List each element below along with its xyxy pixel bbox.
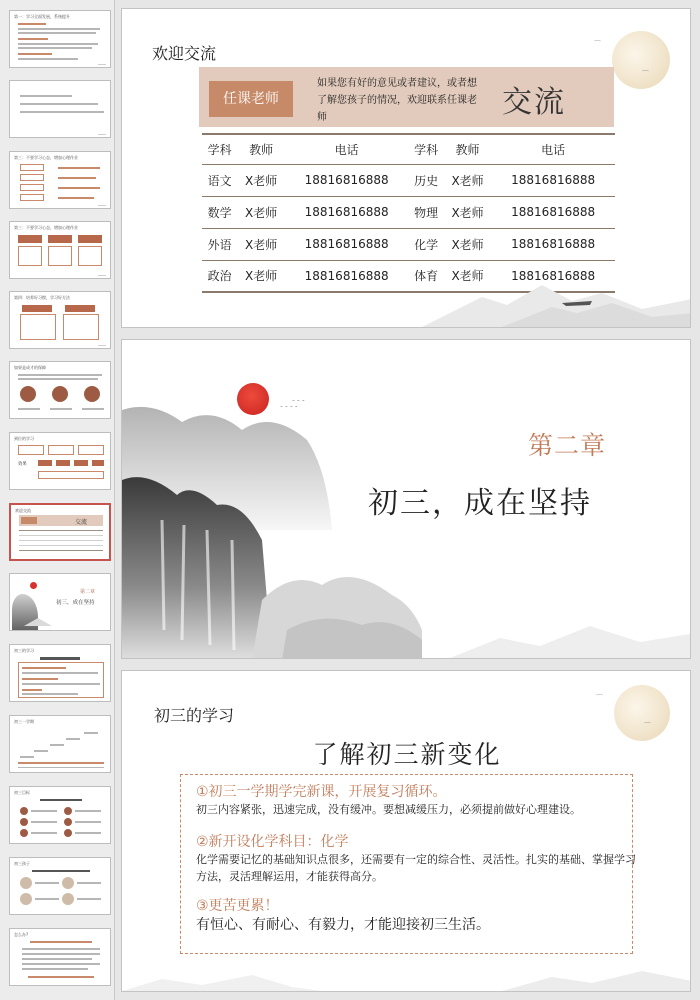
slide-thumbnail-5[interactable] [9,291,111,349]
thumb-title: 第三：不要学习心态，增加心理作业 [14,155,78,160]
ink-landscape-decoration [122,400,422,659]
table-cell: X老师 [444,228,491,260]
table-header-row [202,134,615,164]
thumb-title: 欢迎交流 [15,508,31,513]
column-header: 电话 [285,134,409,164]
ink-mountain-decoration [122,257,691,327]
table-row [202,164,615,196]
table-cell: 历史 [408,164,443,196]
slide-thumbnail-10[interactable] [9,644,111,702]
table-cell: X老师 [237,260,284,292]
chapter-title: 初三，成在坚持 [368,486,592,521]
column-header: 电话 [491,134,615,164]
thumb-chapter: 第二章 [80,589,96,595]
slide-thumbnail-3[interactable] [9,151,111,209]
table-cell: 18816816888 [491,260,615,292]
bird-icon: ⌒ [594,40,601,48]
slide-title: 初三的学习 [154,706,235,725]
slide-thumbnail-4[interactable] [9,221,111,279]
column-header: 学科 [408,134,443,164]
slide-thumbnail-12[interactable] [9,786,111,844]
table-cell: 18816816888 [491,164,615,196]
moon-decoration [614,685,670,741]
ink-hills-decoration [122,945,691,991]
thumb-title: 初三的学习 [14,648,34,653]
table-cell: 政治 [202,260,237,292]
slide-thumbnail-7[interactable]: 到位的学习 效果 [9,432,111,490]
slide-welcome-communication[interactable] [121,8,691,328]
thumb-title: 第三：不要学习心态，增加心理作业 [14,225,78,230]
ink-hills-decoration [450,598,690,658]
item-body: 初三内容紧张，迅速完成，没有缓冲。要想减缓压力，必须提前做好心理建设。 [196,803,581,816]
table-cell: 外语 [202,228,237,260]
item-heading: ③更苦更累！ [196,898,279,914]
slide-thumbnail-1[interactable] [9,10,111,68]
slide-title: 欢迎交流 [152,44,217,63]
slide-chapter-two[interactable] [121,339,691,659]
table-cell: 18816816888 [285,196,409,228]
table-cell: X老师 [444,196,491,228]
slide-thumbnail-6[interactable] [9,361,111,419]
thumb-title: 第四：培养好习惯，学习好方法 [14,295,70,300]
table-row [202,196,615,228]
slide-thumbnail-2[interactable] [9,80,111,138]
item-body: 有恒心、有耐心、有毅力，才能迎接初三生活。 [196,917,490,933]
slide-grade-nine-study[interactable] [121,670,691,992]
communication-title: 交流 [502,85,566,120]
thumb-title: 初三，成在坚持 [56,600,95,606]
section-heading: 了解初三新变化 [312,740,502,769]
thumb-title: 如果是成才的保障 [14,365,46,370]
table-cell: 18816816888 [491,228,615,260]
slide-thumbnail-8[interactable]: 欢迎交流 交流 [9,503,111,561]
bird-icon: ⌒ [644,722,651,730]
table-cell: 物理 [408,196,443,228]
table-cell: 语文 [202,164,237,196]
column-header: 教师 [444,134,491,164]
thumb-title: 怎么办? [14,932,29,937]
thumb-title: 初三一学期 [14,719,34,724]
table-row [202,228,615,260]
table-cell: X老师 [237,228,284,260]
slide-thumbnail-panel [0,0,115,1000]
birds-icon: ˘ ˘ ˘ ˘ [280,406,298,413]
table-cell: X老师 [444,260,491,292]
column-header: 学科 [202,134,237,164]
item-heading: ①初三一学期学完新课，开展复习循环。 [196,784,447,800]
table-cell: 18816816888 [491,196,615,228]
birds-icon: ˘ ˘ ˘ [292,400,305,407]
bird-icon: ⌒ [596,694,603,702]
table-cell: 18816816888 [285,260,409,292]
table-cell: X老师 [237,196,284,228]
thumb-title: 初三孩子 [14,861,30,866]
thumb-title: 初三目标 [14,790,30,795]
moon-decoration [612,31,670,89]
table-cell: X老师 [444,164,491,196]
table-cell: X老师 [237,164,284,196]
item-heading: ②新开设化学科目：化学 [196,834,349,850]
table-cell: 化学 [408,228,443,260]
table-cell: 18816816888 [285,164,409,196]
table-cell: 体育 [408,260,443,292]
bird-icon: ⌒ [642,70,649,78]
slide-thumbnail-9[interactable] [9,573,111,631]
thumb-title: 到位的学习 [14,436,34,441]
teacher-tag: 任课老师 [209,81,293,117]
chapter-label: 第二章 [528,431,607,460]
slide-thumbnail-14[interactable] [9,928,111,986]
thumb-title: 第一：学习全面发展，系统提升 [14,14,70,19]
item-body: 化学需要记忆的基础知识点很多，还需要有一定的综合性、灵活性。扎实的基础、掌握学习方法，灵活理解运用，才能获得高分。 [196,853,636,883]
slide-thumbnail-11[interactable] [9,715,111,773]
slide-thumbnail-13[interactable] [9,857,111,915]
column-header: 教师 [237,134,284,164]
table-cell: 数学 [202,196,237,228]
contact-description: 如果您有好的意见或者建议，或者想了解您孩子的情况，欢迎联系任课老师 [317,78,477,123]
table-cell: 18816816888 [285,228,409,260]
